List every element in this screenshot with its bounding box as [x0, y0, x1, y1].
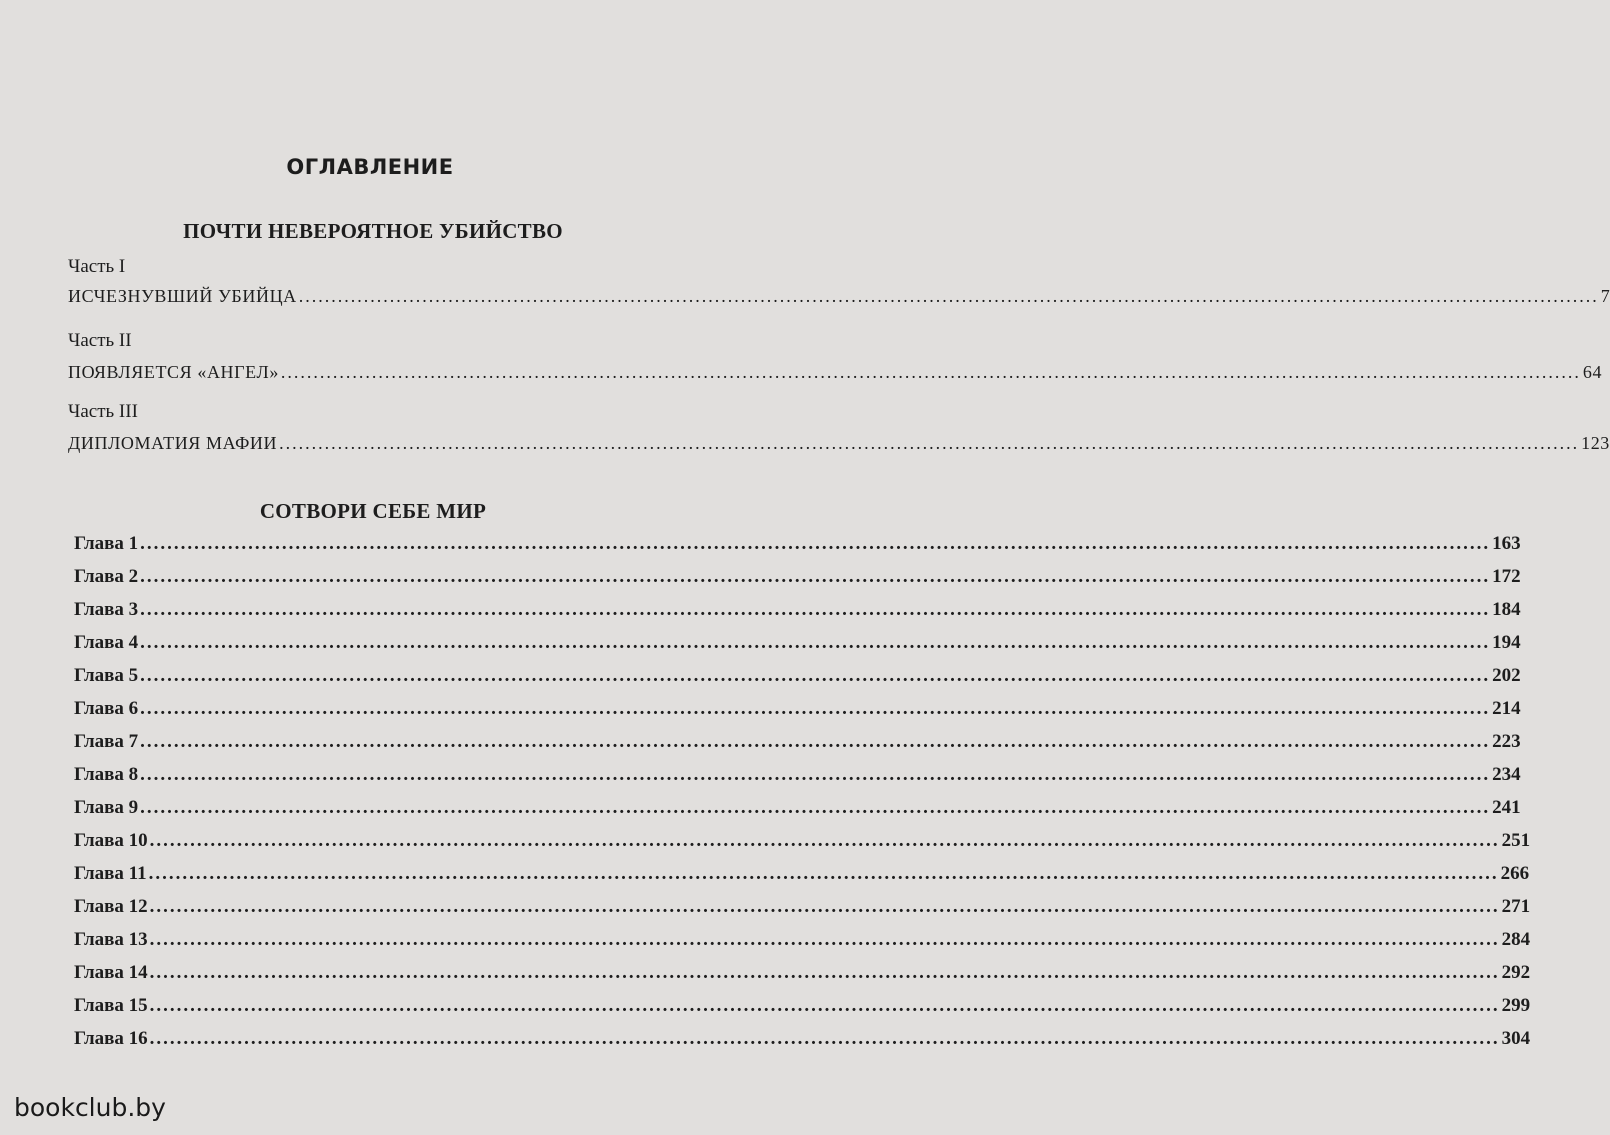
- toc-entry-page: 202: [1492, 665, 1521, 686]
- toc-entry-part-1[interactable]: [68, 286, 1610, 307]
- toc-entry-title: Глава 12: [74, 896, 148, 917]
- toc-entry-title: Глава 3: [74, 599, 139, 620]
- part-label: Часть I: [68, 256, 126, 277]
- toc-entry-chapter[interactable]: [74, 995, 1531, 1017]
- dot-leader: ........................................................................................................................................................................................................: [140, 632, 1491, 653]
- toc-entry-title: Глава 4: [74, 632, 139, 653]
- toc-entry-title: Глава 7: [74, 731, 139, 752]
- toc-entry-title: Глава 15: [74, 995, 148, 1016]
- toc-entry-page: 7: [1600, 286, 1610, 306]
- dot-leader: ........................................................................................................................................................................................................: [279, 433, 1580, 453]
- dot-leader: ........................................................................................................................................................................................................: [298, 286, 1599, 306]
- toc-entry-page: 64: [1582, 362, 1603, 382]
- dot-leader: ........................................................................................................................................................................................................: [140, 764, 1491, 785]
- toc-entry-title: Глава 5: [74, 665, 139, 686]
- toc-entry-title: Глава 10: [74, 830, 148, 851]
- dot-leader: ........................................................................................................................................................................................................: [280, 362, 1581, 382]
- dot-leader: ........................................................................................................................................................................................................: [149, 1028, 1500, 1049]
- part-label: Часть II: [68, 330, 132, 351]
- toc-entry-chapter[interactable]: [74, 830, 1531, 852]
- dot-leader: ........................................................................................................................................................................................................: [148, 863, 1499, 884]
- toc-entry-chapter[interactable]: [74, 764, 1521, 786]
- dot-leader: ........................................................................................................................................................................................................: [149, 995, 1500, 1016]
- toc-entry-chapter[interactable]: [74, 896, 1531, 918]
- dot-leader: ........................................................................................................................................................................................................: [140, 698, 1491, 719]
- toc-entry-part-3[interactable]: [68, 433, 1610, 454]
- dot-leader: ........................................................................................................................................................................................................: [140, 566, 1491, 587]
- toc-entry-page: 251: [1501, 830, 1531, 851]
- toc-entry-chapter[interactable]: [74, 962, 1531, 984]
- toc-entry-page: 241: [1492, 797, 1521, 818]
- toc-entry-title: Глава 8: [74, 764, 139, 785]
- toc-entry-chapter[interactable]: [74, 863, 1530, 885]
- toc-entry-chapter[interactable]: [74, 797, 1521, 819]
- toc-entry-title: ПОЯВЛЯЕТСЯ «АНГЕЛ»: [68, 362, 279, 382]
- toc-entry-title: Глава 1: [74, 533, 139, 554]
- toc-entry-page: 292: [1501, 962, 1531, 983]
- dot-leader: ........................................................................................................................................................................................................: [140, 665, 1491, 686]
- page-title: ОГЛАВЛЕНИЕ: [286, 155, 454, 179]
- toc-entry-page: 214: [1492, 698, 1521, 719]
- watermark: bookclub.by: [14, 1093, 166, 1122]
- toc-entry-title: Глава 6: [74, 698, 139, 719]
- toc-entry-page: 271: [1501, 896, 1531, 917]
- toc-entry-page: 223: [1492, 731, 1521, 752]
- toc-entry-title: Глава 2: [74, 566, 139, 587]
- toc-entry-title: Глава 14: [74, 962, 148, 983]
- toc-entry-page: 194: [1492, 632, 1521, 653]
- section-title-2: СОТВОРИ СЕБЕ МИР: [259, 499, 487, 523]
- toc-entry-chapter[interactable]: [74, 731, 1521, 753]
- dot-leader: ........................................................................................................................................................................................................: [149, 929, 1500, 950]
- toc-entry-page: 284: [1501, 929, 1531, 950]
- dot-leader: ........................................................................................................................................................................................................: [140, 797, 1491, 818]
- toc-entry-title: ДИПЛОМАТИЯ МАФИИ: [68, 433, 278, 453]
- toc-entry-page: 184: [1492, 599, 1521, 620]
- toc-entry-page: 299: [1501, 995, 1531, 1016]
- toc-entry-title: ИСЧЕЗНУВШИЙ УБИЙЦА: [68, 286, 297, 306]
- dot-leader: ........................................................................................................................................................................................................: [140, 731, 1491, 752]
- part-label: Часть III: [68, 401, 138, 422]
- dot-leader: ........................................................................................................................................................................................................: [149, 830, 1500, 851]
- toc-entry-chapter[interactable]: [74, 566, 1521, 588]
- toc-entry-chapter[interactable]: [74, 665, 1521, 687]
- toc-entry-chapter[interactable]: [74, 698, 1521, 720]
- toc-entry-page: 266: [1500, 863, 1530, 884]
- toc-entry-chapter[interactable]: [74, 533, 1521, 555]
- toc-entry-chapter[interactable]: [74, 1028, 1531, 1050]
- toc-entry-page: 304: [1501, 1028, 1531, 1049]
- toc-entry-page: 163: [1492, 533, 1521, 554]
- dot-leader: ........................................................................................................................................................................................................: [140, 533, 1491, 554]
- toc-entry-title: Глава 13: [74, 929, 148, 950]
- toc-entry-chapter[interactable]: [74, 929, 1531, 951]
- toc-entry-page: 123: [1581, 433, 1610, 453]
- section-title-1: ПОЧТИ НЕВЕРОЯТНОЕ УБИЙСТВО: [183, 219, 563, 243]
- toc-entry-title: Глава 16: [74, 1028, 148, 1049]
- toc-entry-title: Глава 9: [74, 797, 139, 818]
- dot-leader: ........................................................................................................................................................................................................: [149, 896, 1500, 917]
- toc-entry-page: 172: [1492, 566, 1521, 587]
- toc-entry-page: 234: [1492, 764, 1521, 785]
- dot-leader: ........................................................................................................................................................................................................: [149, 962, 1500, 983]
- toc-entry-chapter[interactable]: [74, 599, 1521, 621]
- toc-entry-chapter[interactable]: [74, 632, 1521, 654]
- toc-entry-title: Глава 11: [74, 863, 147, 884]
- dot-leader: ........................................................................................................................................................................................................: [140, 599, 1491, 620]
- toc-entry-part-2[interactable]: [68, 362, 1603, 383]
